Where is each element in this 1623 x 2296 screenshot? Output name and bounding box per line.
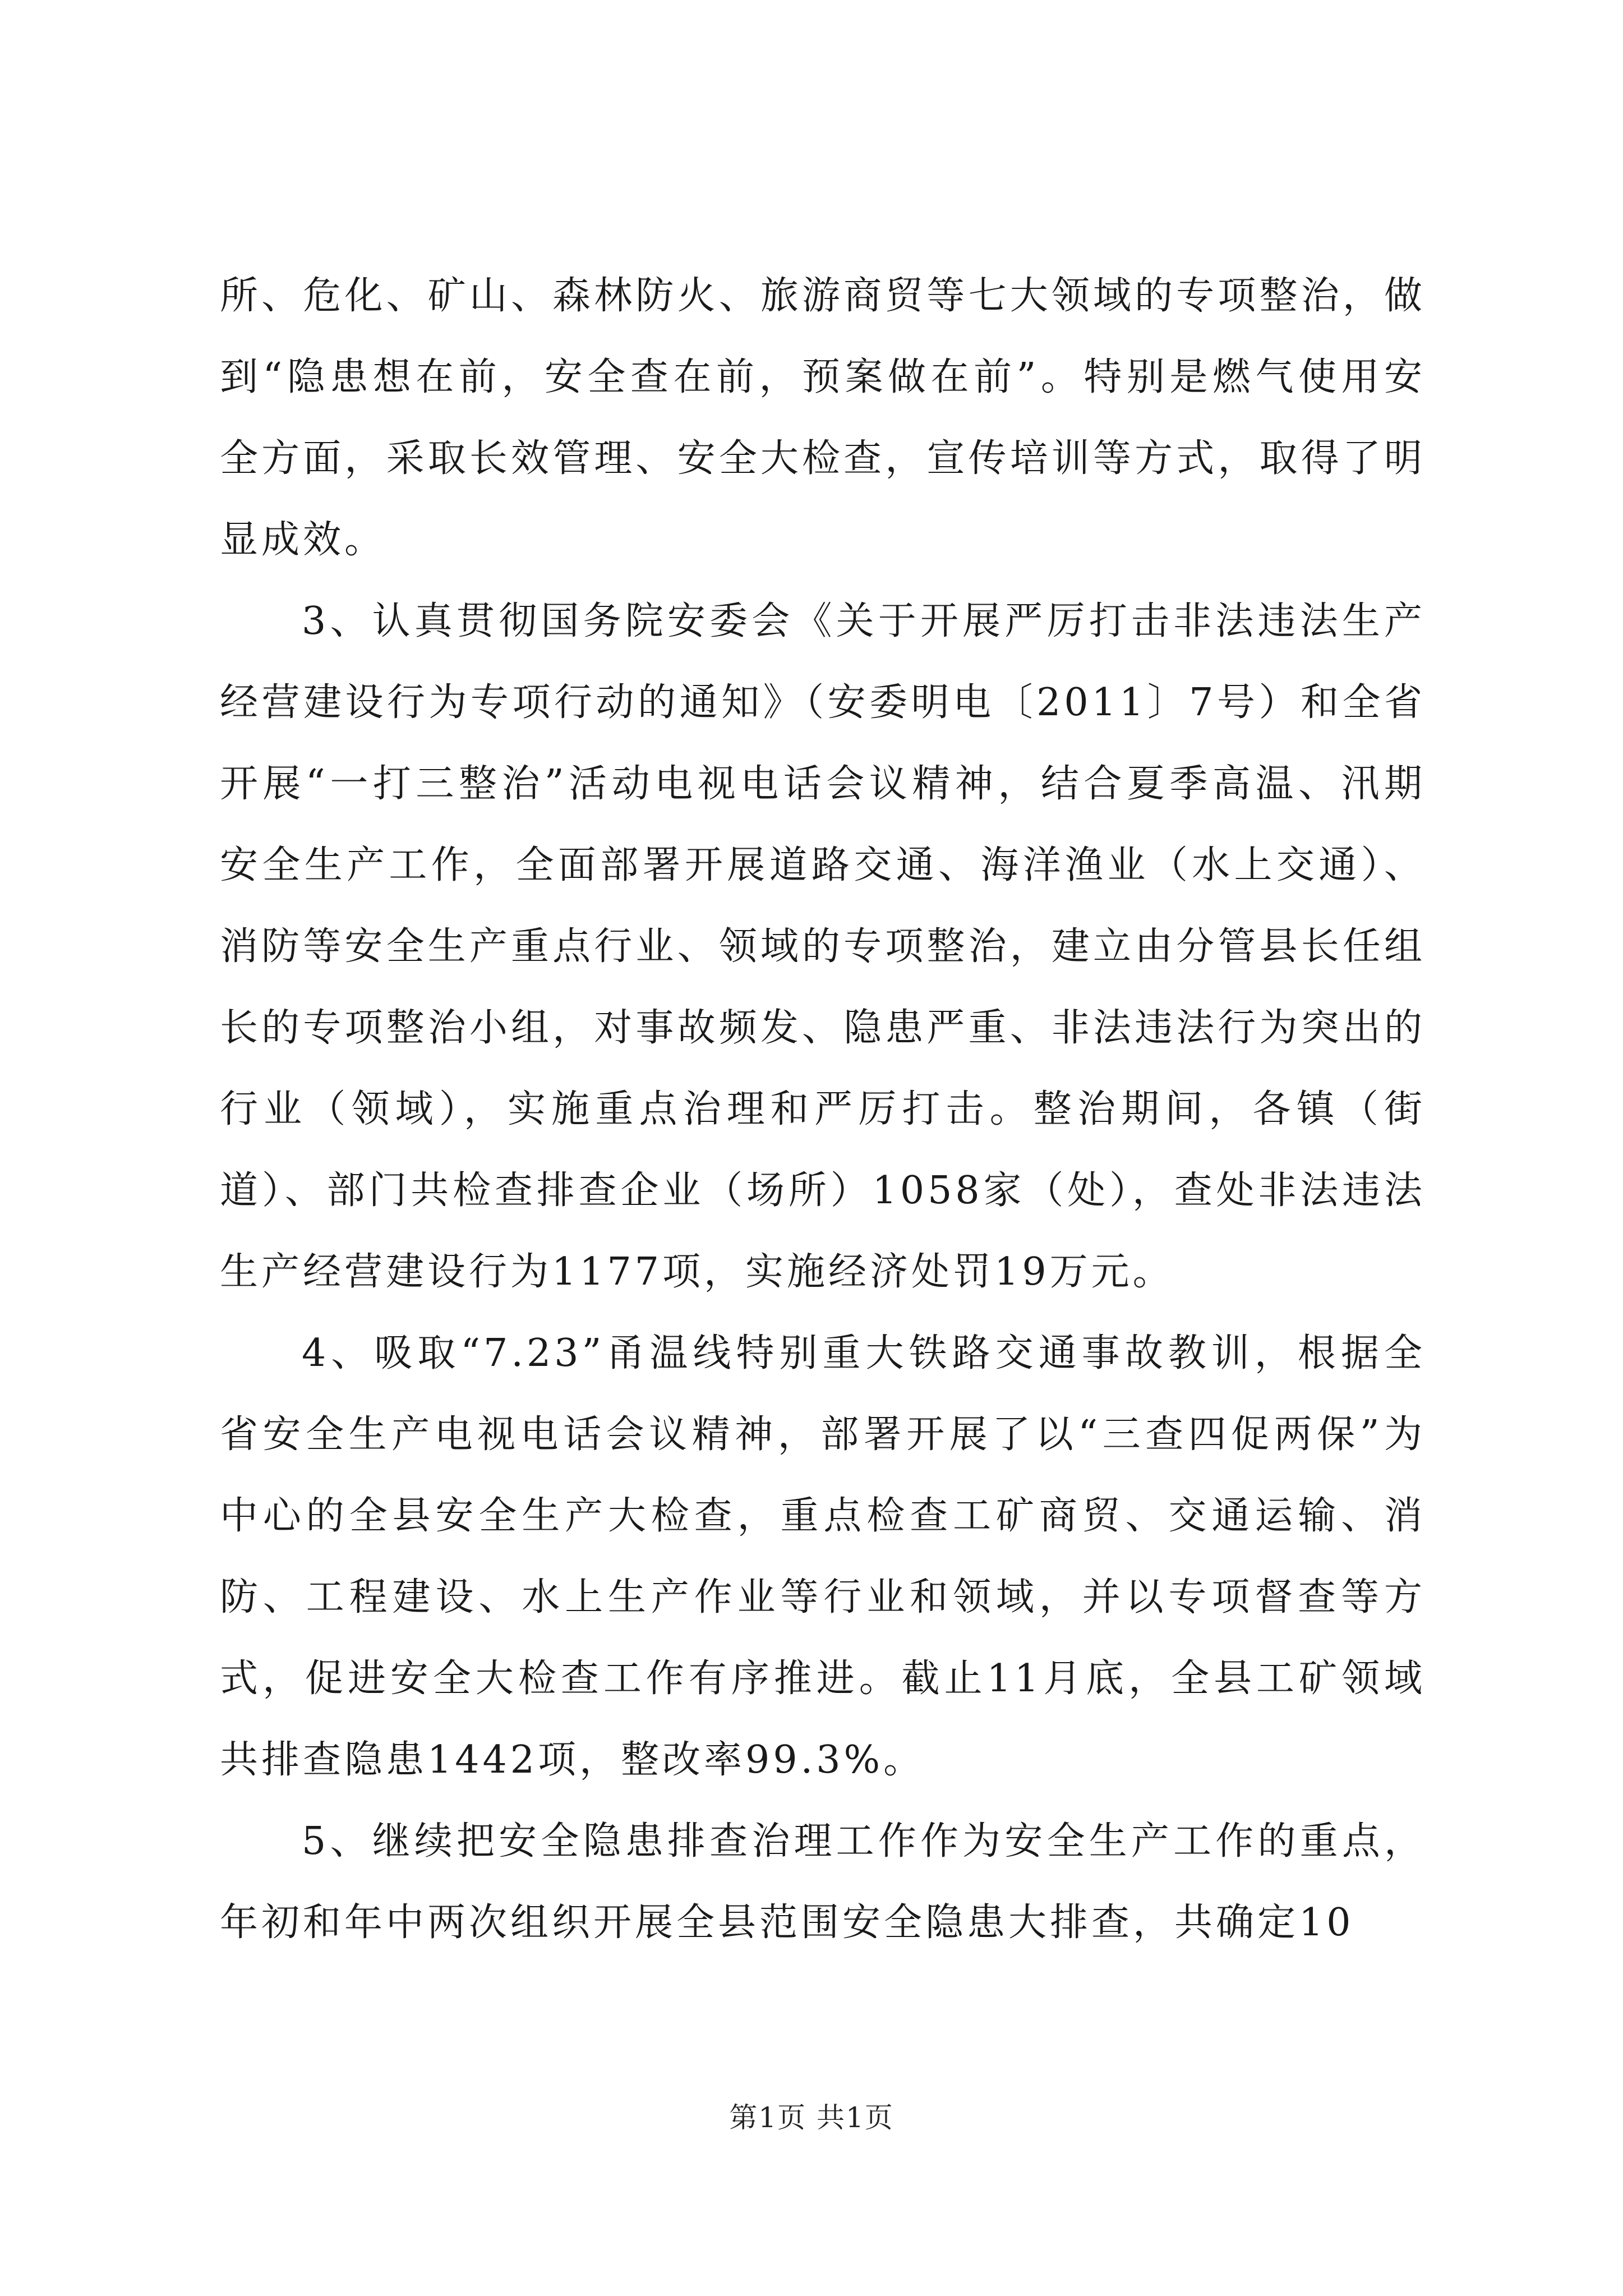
paragraph-item-5: 5、继续把安全隐患排查治理工作作为安全生产工作的重点，年初和年中两次组织开展全县范围安全隐患大排查，共确定10 — [220, 1819, 1426, 1945]
paragraph-item-3: 3、认真贯彻国务院安委会《关于开展严厉打击非法违法生产经营建设行为专项行动的通知》（安委明电〔2011〕7号）和全省开展“一打三整治”活动电视电话会议精神，结合夏季高温、汛期安全生产工作，全面部署开展道路交通、海洋渔业（水上交通）、消防等安全生产重点行业、领域的专项整治，建立由分管县长任组长的专项整治小组，对事故频发、隐患严重、非法违法行为突出的行业（领域），实施重点治理和严厉打击。整治期间，各镇（街道）、部门共检查排查企业（场所）1058家（处），查处非法违法生产经营建设行为1177项，实施经济处罚19万元。 — [220, 599, 1426, 1294]
document-body — [220, 255, 1426, 1963]
page-number-footer: 第1页 共1页 — [729, 2101, 894, 2134]
paragraph-item-4: 4、吸取“7.23”甬温线特别重大铁路交通事故教训，根据全省安全生产电视电话会议精神，部署开展了以“三查四促两保”为中心的全县安全生产大检查，重点检查工矿商贸、交通运输、消防、工程建设、水上生产作业等行业和领域，并以专项督查等方式，促进安全大检查工作有序推进。截止11月底，全县工矿领域共排查隐患1442项，整改率99.3%。 — [220, 1331, 1426, 1782]
paragraph-continuation: 所、危化、矿山、森林防火、旅游商贸等七大领域的专项整治，做到“隐患想在前，安全查在前，预案做在前”。特别是燃气使用安全方面，采取长效管理、安全大检查，宣传培训等方式，取得了明显成效。 — [220, 274, 1426, 562]
